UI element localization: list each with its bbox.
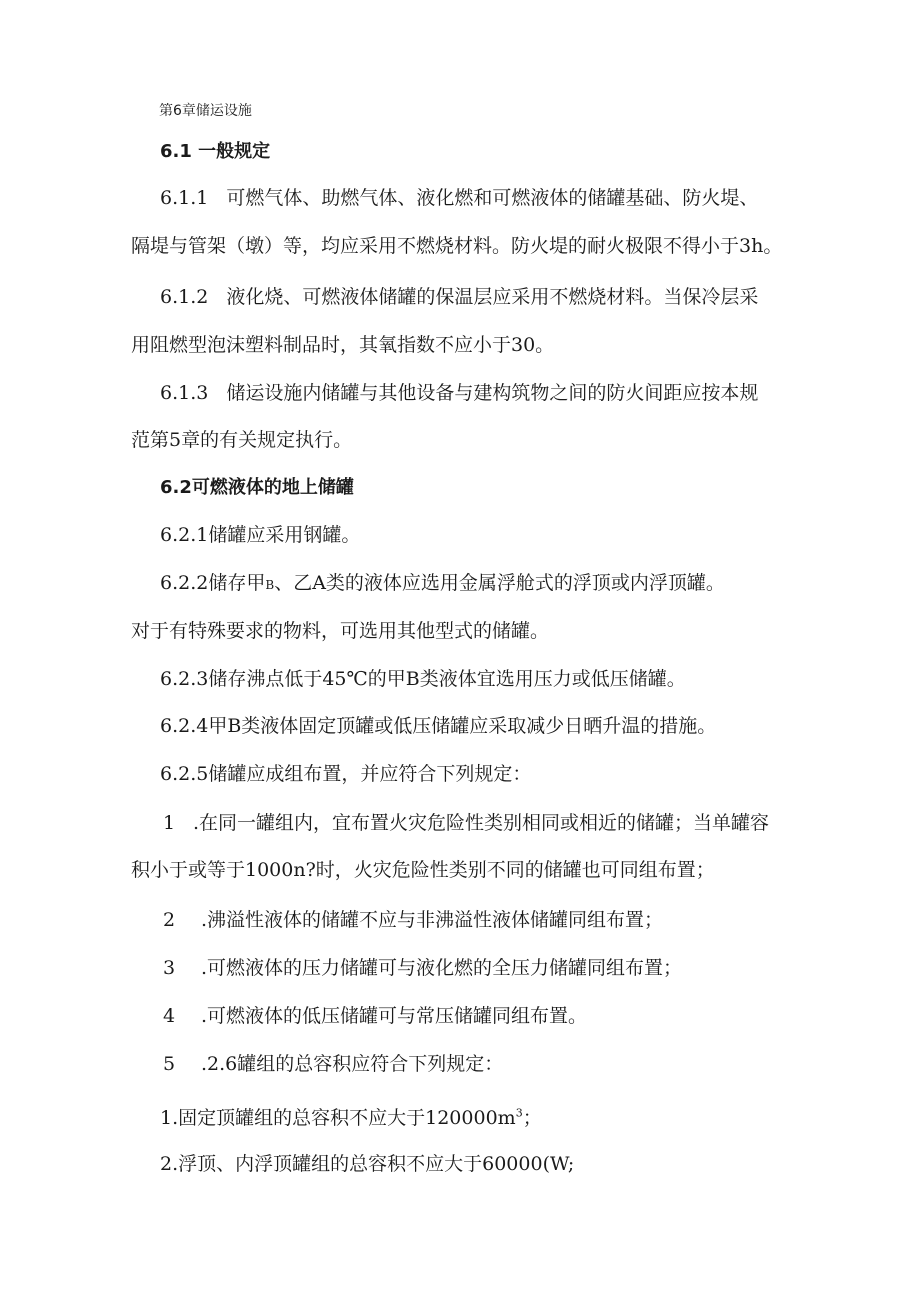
subscript: B [265,578,275,592]
clause-number: 6.1.1 [160,187,209,209]
list-text: .可燃液体的压力储罐可与液化燃的全压力储罐同组布置； [201,957,683,979]
list-text: .可燃液体的低压储罐可与常压储罐同组布置。 [201,1005,588,1027]
list-text: .沸溢性液体的储罐不应与非沸溢性液体储罐同组布置； [201,909,664,931]
rule-end: ； [522,1107,542,1129]
clause-number: 6.1.2 [160,286,209,308]
section-heading-6-2: 6.2可燃液体的地上储罐 [160,477,354,498]
paragraph-6-1-2-line2: 用阻燃型泡沫塑料制品时，其氧指数不应小于30。 [131,334,555,356]
list-item-3 [163,955,682,981]
list-text: .在同一罐组内，宜布置火灾危险性类别相同或相近的储罐；当单罐容 [193,812,770,834]
clause-text: 可燃气体、助燃气体、液化燃和可燃液体的储罐基础、防火堤、 [226,187,759,209]
capacity-rule-2: 2.浮顶、内浮顶罐组的总容积不应大于60000(W; [160,1153,575,1175]
list-number: 5 [163,1053,176,1075]
section-heading-6-1: 6.1 一般规定 [160,141,271,162]
clause-text: 6.2.2储存甲 [160,572,266,594]
superscript: 3 [515,1106,523,1120]
clause-number: 6.1.3 [160,382,209,404]
list-item-4 [163,1003,587,1029]
clause-text: 液化烧、可燃液体储罐的保温层应采用不燃烧材料。当保冷层采 [226,286,759,308]
list-number: 2 [163,909,176,931]
paragraph-6-1-1-line1 [160,185,758,211]
list-item-1-line2: 积小于或等于1000n?时，火灾危险性类别不同的储罐也可同组布置； [131,859,715,881]
clause-text: 储运设施内储罐与其他设备与建构筑物之间的防火间距应按本规 [226,382,759,404]
paragraph-6-2-4: 6.2.4甲B类液体固定顶罐或低压储罐应采取减少日晒升温的措施。 [160,715,717,737]
clause-text: 、乙A类的液体应选用金属浮舱式的浮顶或内浮顶罐。 [274,572,725,594]
list-item-5 [163,1051,503,1077]
list-number: 3 [163,957,176,979]
list-item-2 [163,907,663,933]
rule-text: 1.固定顶罐组的总容积不应大于120000m [160,1107,516,1129]
paragraph-6-1-1-line2: 隔堤与管架（墩）等，均应采用不燃烧材料。防火堤的耐火极限不得小于3h。 [131,235,783,257]
list-number: 4 [163,1005,176,1027]
paragraph-6-1-3-line2: 范第5章的有关规定执行。 [131,429,353,451]
paragraph-6-2-2-line2: 对于有特殊要求的物料，可选用其他型式的储罐。 [131,620,550,642]
paragraph-6-2-1: 6.2.1储罐应采用钢罐。 [160,524,361,546]
list-item-1-line1 [163,810,769,836]
paragraph-6-1-3-line1 [160,380,758,406]
paragraph-6-2-5: 6.2.5储罐应成组布置，并应符合下列规定： [160,763,532,785]
chapter-title: 第6章储运设施 [159,103,252,119]
capacity-rule-1 [160,1105,542,1131]
paragraph-6-2-2-line1 [160,570,725,598]
paragraph-6-1-2-line1 [160,284,758,310]
paragraph-6-2-3: 6.2.3储存沸点低于45℃的甲B类液体宜选用压力或低压储罐。 [160,668,686,690]
list-number: 1 [163,812,176,834]
list-text: .2.6罐组的总容积应符合下列规定： [201,1053,504,1075]
